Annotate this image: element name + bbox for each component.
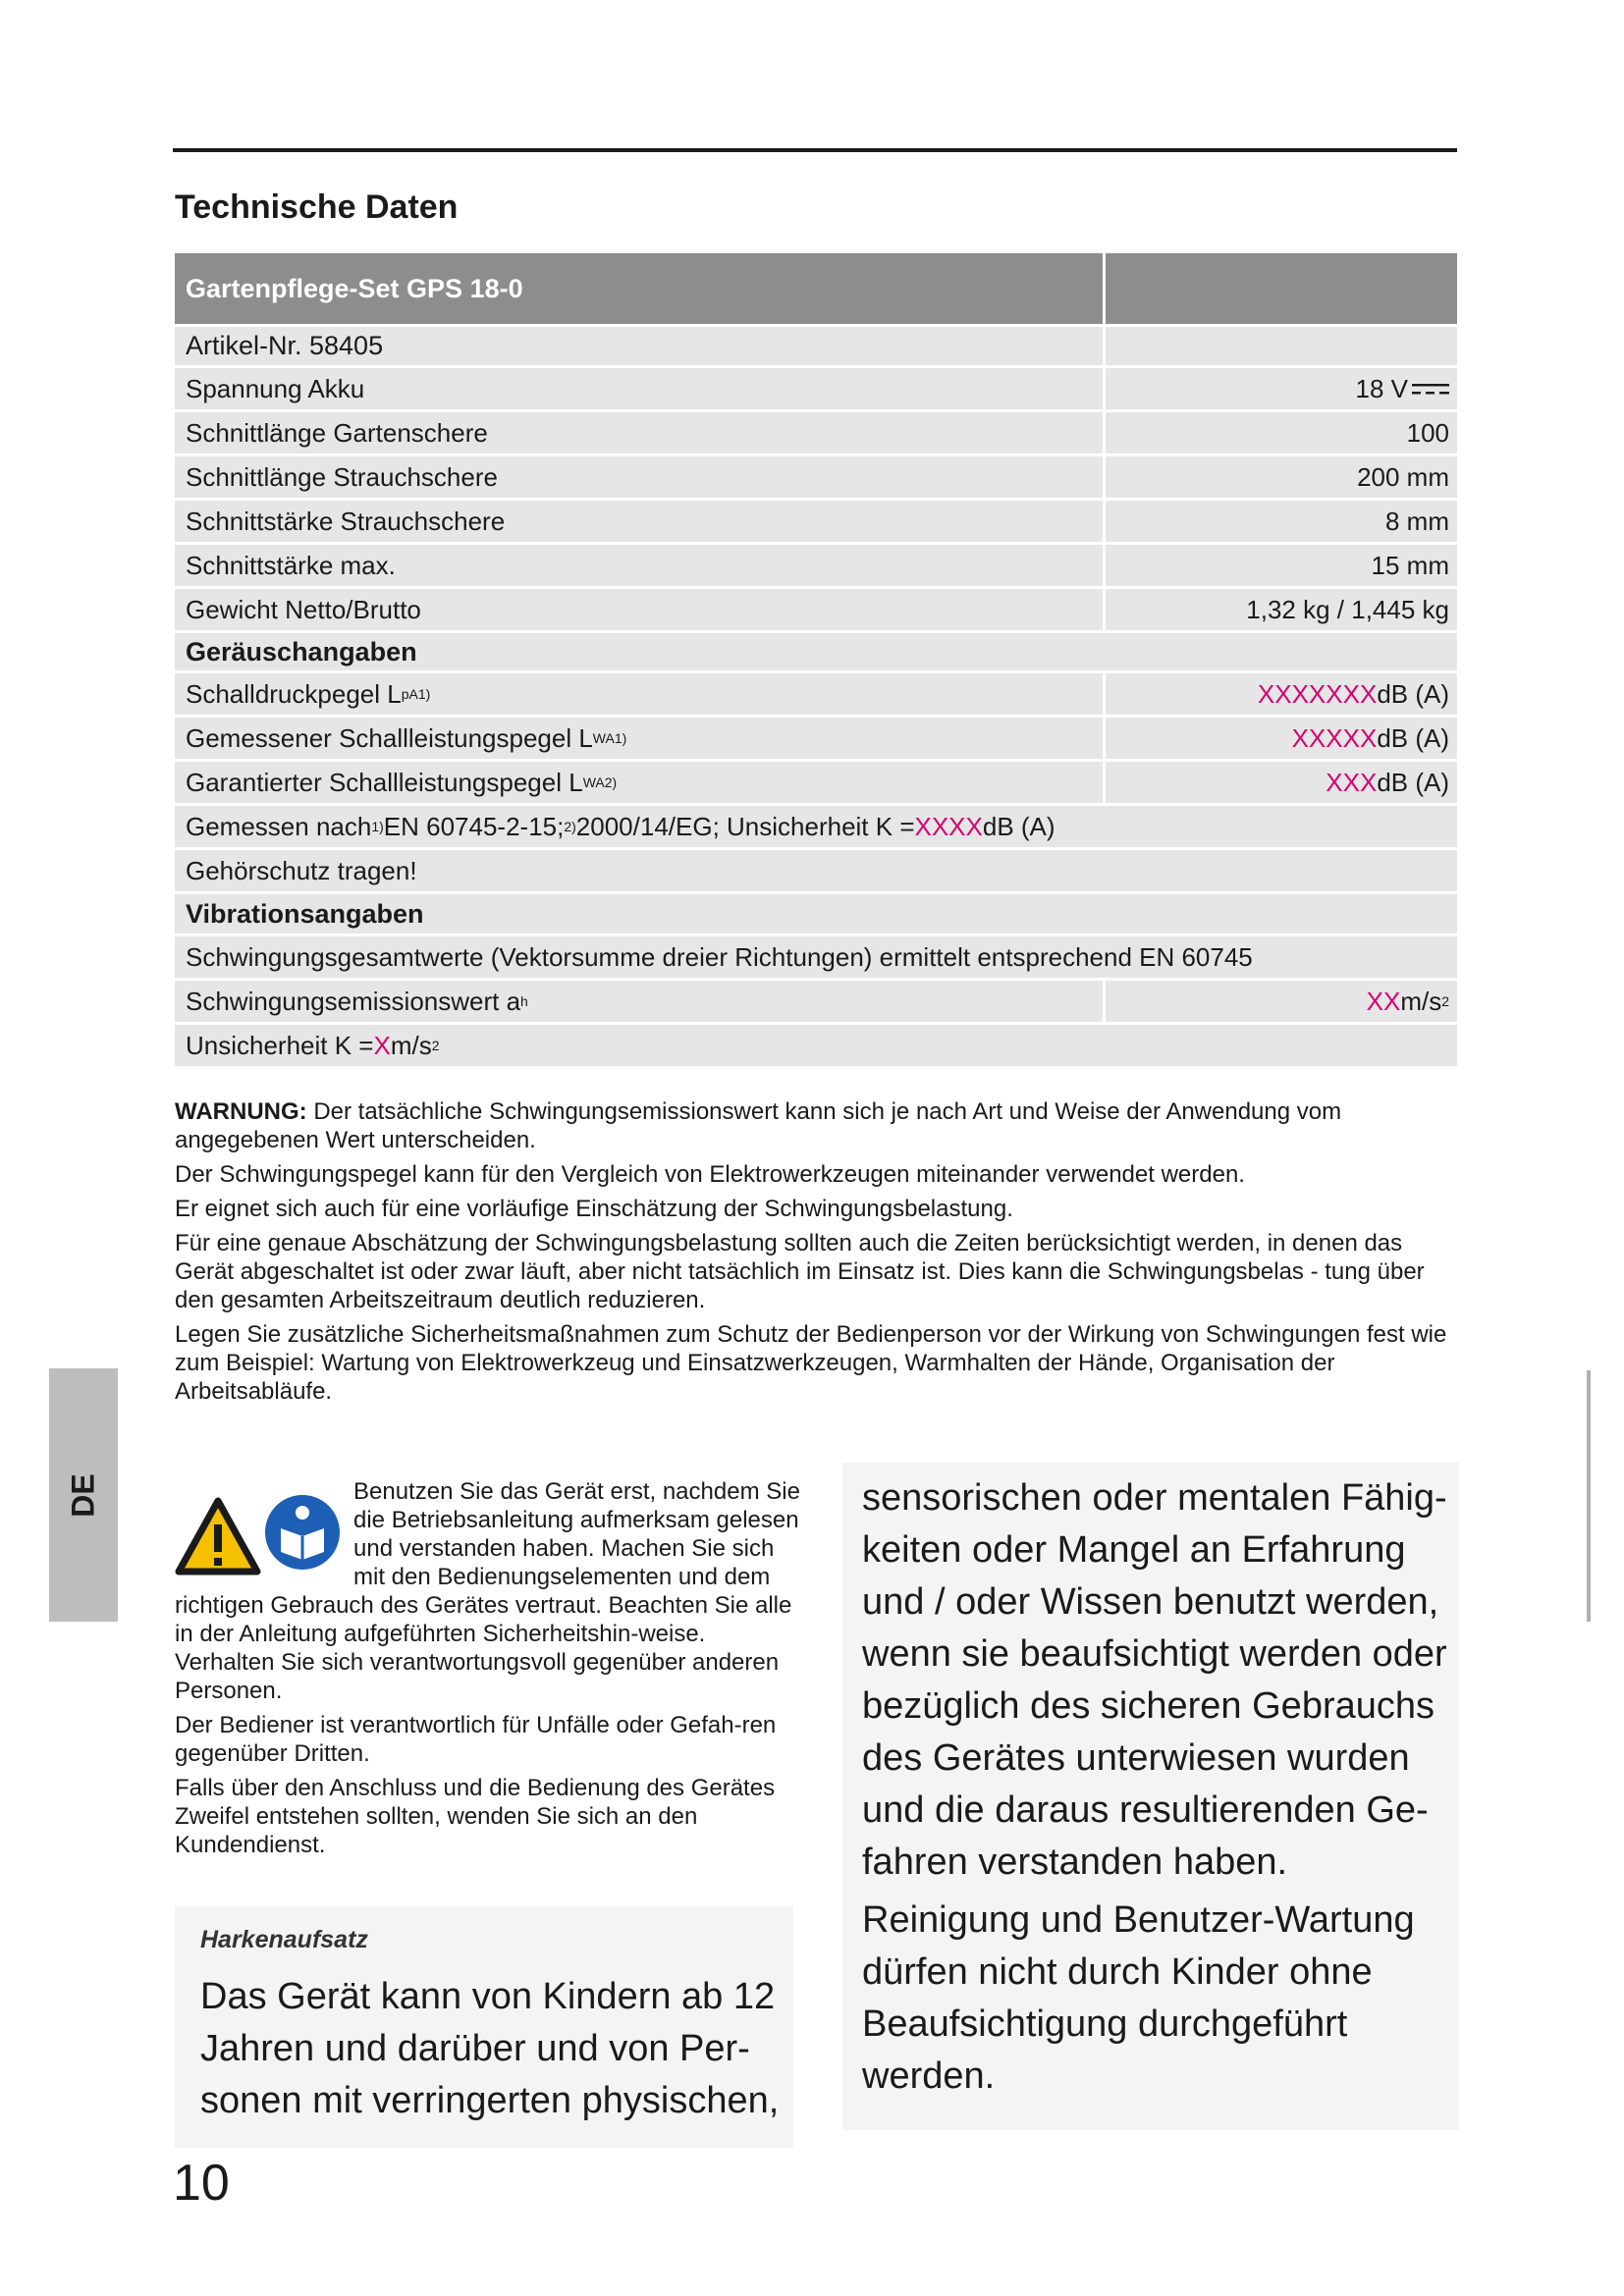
rake-text: Das Gerät kann von Kindern ab 12 Jahren und darüber und von Per-sonen mit verringerten physischen, — [200, 1976, 780, 2121]
article-number: Artikel-Nr. 58405 — [175, 327, 1106, 365]
warning-label: WARNUNG: — [175, 1098, 307, 1125]
warning-triangle-icon — [175, 1497, 261, 1575]
table-header — [175, 253, 1457, 327]
table-row: Gemessen nach 1) EN 60745-2-15; 2) 2000/14/EG; Unsicherheit K = XXXX dB (A) — [175, 806, 1457, 850]
table-section-vibration: Vibrationsangaben — [175, 894, 1457, 936]
table-row: Schnittstärke max. 15 mm — [175, 545, 1457, 589]
vibration-warning: WARNUNG: Der tatsächliche Schwingungsemissionswert kann sich je nach Art und Weise der Anwendung vom angegebenen Wert unterscheiden. Der Schwingungspegel kann für den Vergleich von Elektrowerkzeugen miteinander verwendet werden. Er eignet sich auch für eine vorläufige Einschätzung der Schwingungsbelastung. Für eine genaue Abschätzung der Schwingungsbelastung sollten auch die Zeiten berücksichtigt werden, in denen das Gerät abgeschaltet ist oder zwar läuft, aber nicht tatsächlich im Einsatz ist. Dies kann die Schwingungsbelas - tung über den gesamten Arbeitszeitraum deutlich reduzieren. Legen Sie zusätzliche Sicherheitsmaßnahmen zum Schutz der Bedienperson vor der Wirkung von Schwingungen fest wie zum Beispiel: Wartung von Elektrowerkzeug und Einsatzwerkzeugen, Warmhalten der Hände, Organisation der Arbeitsabläufe. — [175, 1098, 1447, 1405]
placeholder-value: XX — [1366, 986, 1401, 1016]
placeholder-value: XXXX — [914, 811, 983, 841]
rake-subtitle: Harkenaufsatz — [200, 1926, 368, 1953]
table-row: Schnittstärke Strauchschere 8 mm — [175, 501, 1457, 545]
table-row: Schwingungsgesamtwerte (Vektorsumme dreier Richtungen) ermittelt entsprechend EN 60745 — [175, 936, 1457, 981]
safety-icons — [175, 1477, 348, 1583]
table-row: Schnittlänge Gartenschere 100 — [175, 412, 1457, 456]
product-name: Gartenpflege-Set GPS 18-0 — [175, 253, 1106, 324]
table-row: Gehörschutz tragen! — [175, 850, 1457, 894]
placeholder-value: X — [373, 1030, 391, 1060]
table-row: Schalldruckpegel L pA 1) XXXXXXX dB (A) — [175, 673, 1457, 718]
rake-attachment-box — [175, 1906, 793, 2148]
table-row: Schnittlänge Strauchschere 200 mm — [175, 456, 1457, 501]
table-row: Spannung Akku 18 V — [175, 368, 1457, 412]
placeholder-value: XXX — [1326, 767, 1378, 797]
table-row: Gewicht Netto/Brutto 1,32 kg / 1,445 kg — [175, 589, 1457, 633]
top-rule — [173, 148, 1457, 152]
language-tab: DE — [49, 1368, 118, 1622]
table-section-noise: Geräuschangaben — [175, 633, 1457, 673]
read-manual-icon — [263, 1493, 342, 1572]
placeholder-value: XXXXXXX — [1257, 678, 1378, 709]
page-heading: Technische Daten — [175, 188, 459, 226]
page-number: 10 — [173, 2155, 230, 2212]
table-row: Unsicherheit K = X m/s 2 — [175, 1025, 1457, 1069]
safety-notes: Benutzen Sie das Gerät erst, nachdem Sie die Betriebsanleitung aufmerksam gelesen und verstanden haben. Machen Sie sich mit den Bedienungselementen und dem richtigen Gebrauch des Gerätes vertraut. Beachten Sie alle in der Anleitung aufgeführten Sicherheitshin-weise. Verhalten Sie sich verantwortungsvoll gegenüber anderen Personen. Der Bediener ist verantwortlich für Unfälle oder Gefah-ren gegenüber Dritten. Falls über den Anschluss und die Bedienung des Gerätes Zweifel entstehen sollten, wenden Sie sich an den Kundendienst. — [175, 1478, 800, 1858]
table-row — [175, 327, 1457, 368]
table-row: Garantierter Schallleistungspegel L WA 2) XXX dB (A) — [175, 762, 1457, 806]
margin-marker — [1587, 1370, 1591, 1622]
direct-current-icon — [1412, 382, 1449, 396]
table-row: Gemessener Schallleistungspegel L WA 1) XXXXX dB (A) — [175, 718, 1457, 762]
table-row: Schwingungsemissionswert a h XX m/s 2 — [175, 981, 1457, 1025]
children-notice-box: sensorischen oder mentalen Fähig-keiten oder Mangel an Erfahrung und / oder Wissen benutzt werden, wenn sie beaufsichtigt werden oder bezüglich des sicheren Gebrauchs des Gerätes unterwiesen wurden und die daraus resultierenden Ge-fahren verstanden haben. Reinigung und Benutzer-Wartung dürfen nicht durch Kinder ohne Beaufsichtigung durchgeführt werden. — [842, 1463, 1459, 2130]
placeholder-value: XXXXX — [1291, 722, 1378, 753]
spec-table — [175, 253, 1457, 1069]
